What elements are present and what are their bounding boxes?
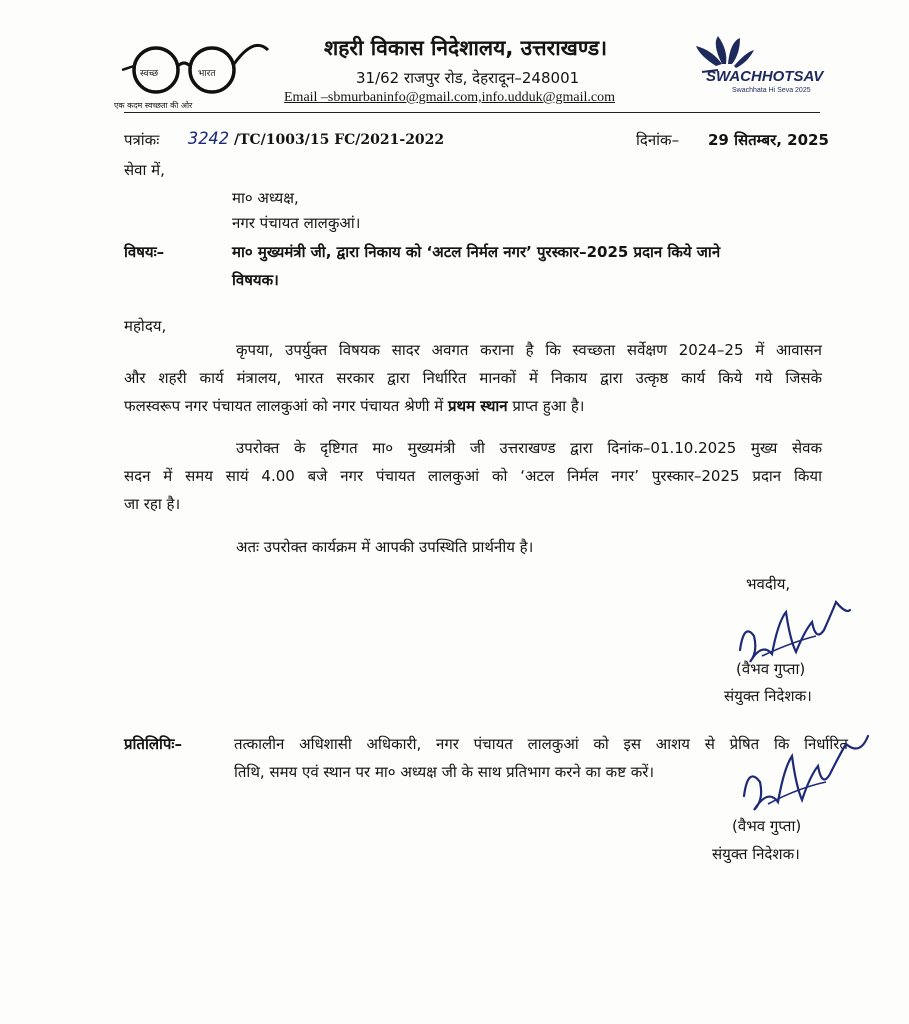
copy-signatory-title: संयुक्त निदेशक।: [712, 845, 800, 863]
para1-line2: और शहरी कार्य मंत्रालय, भारत सरकार द्वारा निर्धारित मानकों में निकाय द्वारा उत्कृष्ठ कार्य किये गये जिसके: [124, 369, 822, 387]
logo-tagline: एक कदम स्वच्छता की ओर: [114, 101, 193, 110]
swachhotsav-logo: [688, 34, 824, 100]
office-email: Email –sbmurbaninfo@gmail.com,info.udduk@gmail.com: [284, 90, 616, 105]
copy-line1: तत्कालीन अधिशासी अधिकारी, नगर पंचायत लालकुआं को इस आशय से प्रेषित कि निर्धारित: [234, 735, 848, 753]
first-place-highlight: प्रथम स्थान: [447, 397, 508, 415]
reference-number: /TC/1003/15 FC/2021-2022: [234, 132, 445, 148]
reference-handwritten-number: 3242: [188, 129, 229, 149]
recipient-designation: मा० अध्यक्ष,: [232, 189, 299, 207]
swachh-bharat-logo: [112, 30, 272, 114]
logo-bharat-text: भारत: [198, 69, 216, 79]
salutation-to: सेवा में,: [124, 161, 165, 179]
subject-label: विषयः–: [124, 243, 165, 261]
para3: अतः उपरोक्त कार्यक्रम में आपकी उपस्थिति प्रार्थनीय है।: [236, 538, 534, 556]
reference-label: पत्रांकः: [124, 131, 160, 149]
logo-swachh-text: स्वच्छ: [140, 69, 159, 79]
office-address: 31/62 राजपुर रोड, देहरादून–248001: [356, 69, 580, 87]
subject-line-1: मा० मुख्यमंत्री जी, द्वारा निकाय को ‘अटल निर्मल नगर’ पुरस्कार–2025 प्रदान किये जाने: [232, 243, 721, 261]
para2-line2: सदन में समय सायं 4.00 बजे नगर पंचायत लालकुआं को ‘अटल निर्मल नगर’ पुरस्कार–2025 प्रदान किया: [124, 467, 822, 485]
signatory-title: संयुक्त निदेशक।: [724, 687, 812, 705]
para1-line3: [124, 396, 584, 416]
date-value: 29 सितम्बर, 2025: [708, 131, 829, 149]
copy-signatory-name: (वैभव गुप्ता): [732, 817, 802, 835]
para1-line3-start: फलस्वरूप नगर पंचायत लालकुआं को नगर पंचायत श्रेणी में: [124, 397, 448, 415]
header-divider: [124, 112, 820, 113]
greeting: महोदय,: [124, 317, 167, 335]
signatory-name: (वैभव गुप्ता): [736, 660, 806, 678]
office-title: शहरी विकास निदेशालय, उत्तराखण्ड।: [324, 36, 608, 60]
copy-line2: तिथि, समय एवं स्थान पर मा० अध्यक्ष जी के साथ प्रतिभाग करने का कष्ट करें।: [234, 763, 655, 781]
para2-line3: जा रहा है।: [124, 495, 181, 513]
signature-icon: [736, 730, 876, 826]
date-label: दिनांक–: [636, 131, 680, 149]
copy-label: प्रतिलिपिः–: [124, 735, 182, 753]
recipient-office: नगर पंचायत लालकुआं।: [232, 214, 361, 232]
subject-line-2: विषयक।: [232, 271, 279, 289]
para1-line3-end: प्राप्त हुआ है।: [507, 397, 585, 415]
para2-line1: उपरोक्त के दृष्टिगत मा० मुख्यमंत्री जी उत्तराखण्ड द्वारा दिनांक–01.10.2025 मुख्य सेवक: [236, 439, 822, 457]
swachhotsav-text: SWACHHOTSAV: [706, 68, 824, 85]
swachhotsav-tagline: Swachhata Hi Seva 2025: [732, 87, 811, 94]
closing: भवदीय,: [746, 575, 791, 593]
para1-line1: कृपया, उपर्युक्त विषयक सादर अवगत कराना है कि स्वच्छता सर्वेक्षण 2024–25 में आवासन: [236, 341, 822, 359]
